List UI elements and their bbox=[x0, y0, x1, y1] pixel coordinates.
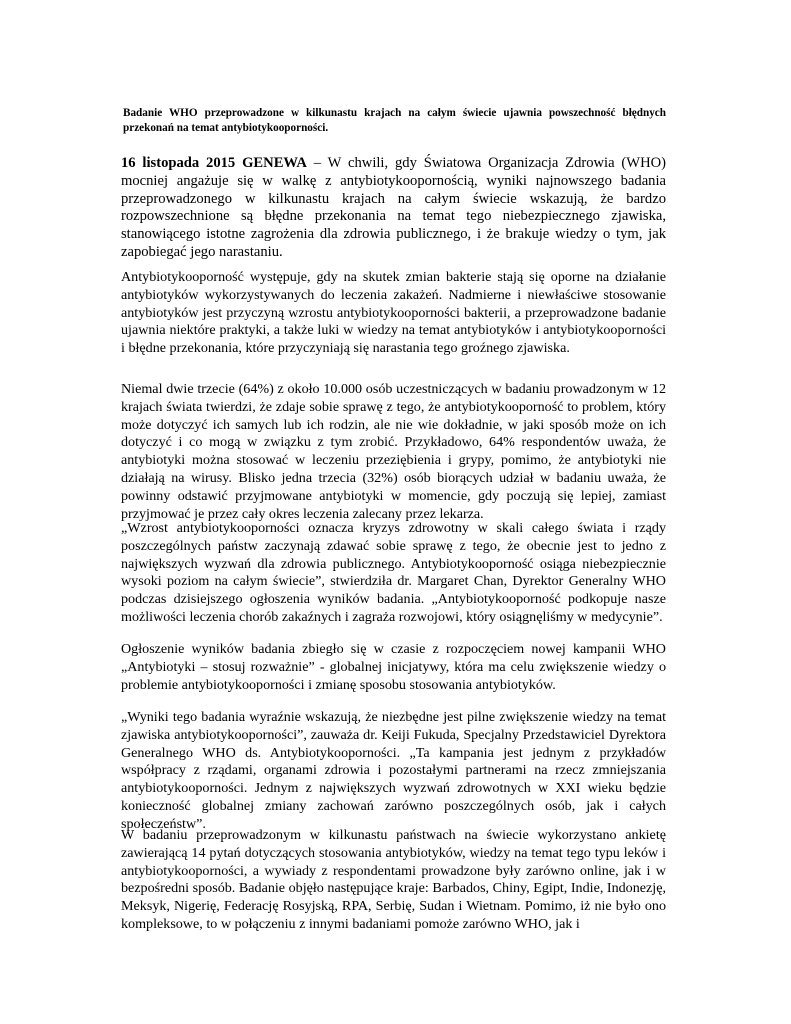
paragraph-fukuda-quote: „Wyniki tego badania wyraźnie wskazują, że niezbędne jest pilne zwiększenie wiedzy na temat zjawiska antybiotykooporności”, zauważa dr. Keiji Fukuda, Specjalny Przedstawiciel Dyrektora Generalnego WHO ds. Antybiotykooporności. „Ta kampania jest jednym z przykładów współpracy z rządami, organami zdrowia i pozostałymi partnerami na rzecz zmniejszania antybiotykooporności. Jednym z największych wyzwań zdrowotnych w XXI wieku będzie konieczność globalnej zmiany zachowań zarówno poszczególnych osób, jak i całych społeczeństw”. bbox=[121, 709, 666, 832]
dateline: 16 listopada 2015 GENEWA bbox=[121, 155, 307, 171]
paragraph-survey-results: Niemal dwie trzecie (64%) z około 10.000 osób uczestniczących w badaniu prowadzonym w 12 krajach świata twierdzi, że zdaje sobie sprawę z tego, że antybiotykooporność to problem, który może dotyczyć ich samych lub ich rodzin, ale nie wie dokładnie, w jaki sposób może on ich dotyczyć i co mogą w związku z tym zrobić. Przykładowo, 64% respondentów uważa, że antybiotyki można stosować w leczeniu przeziębienia i grypy, pomimo, że antybiotyki nie działają na wirusy. Blisko jedna trzecia (32%) osób biorących udział w badaniu uważa, że powinny odstawić przyjmowane antybiotyki w momencie, gdy poczują się lepiej, zamiast przyjmować je przez cały okres leczenia zalecany przez lekarza. bbox=[121, 381, 666, 522]
headline: Badanie WHO przeprowadzone w kilkunastu krajach na całym świecie ujawnia powszechność błędnych przekonań na temat antybiotykooporności. bbox=[123, 107, 666, 134]
lead-paragraph bbox=[121, 155, 666, 262]
paragraph-methodology: W badaniu przeprowadzonym w kilkunastu państwach na świecie wykorzystano ankietę zawierającą 14 pytań dotyczących stosowania antybiotyków, wiedzy na temat tego typu leków i antybiotykooporności, a wywiady z respondentami prowadzone były zarówno online, jak i w bezpośredni sposób. Badanie objęło następujące kraje: Barbados, Chiny, Egipt, Indie, Indonezję, Meksyk, Nigerię, Federację Rosyjską, RPA, Serbię, Sudan i Wietnam. Pomimo, iż nie było ono kompleksowe, to w połączeniu z innymi badaniami pomoże zarówno WHO, jak i bbox=[121, 827, 666, 932]
lead-text: – W chwili, gdy Światowa Organizacja Zdrowia (WHO) mocniej angażuje się w walkę z antybiotykoopornością, wyniki najnowszego badania przeprowadzonego w kilkunastu krajach na całym świecie wskazują, że bardzo rozpowszechnione są błędne przekonania na temat tego niebezpiecznego zjawiska, stanowiącego istotne zagrożenia dla zdrowia publicznego, i że brakuje wiedzy o tym, jak zapobiegać jego narastaniu. bbox=[121, 155, 667, 260]
paragraph-chan-quote: „Wzrost antybiotykooporności oznacza kryzys zdrowotny w skali całego świata i rządy poszczególnych państw zaczynają zdawać sobie sprawę z tego, że obecnie jest to jedno z największych wyzwań dla zdrowia publicznego. Antybiotykooporność osiąga niebezpiecznie wysoki poziom na całym świecie”, stwierdziła dr. Margaret Chan, Dyrektor Generalny WHO podczas dzisiejszego ogłoszenia wyników badania. „Antybiotykooporność podkopuje nasze możliwości leczenia chorób zakaźnych i zagraża rozwojowi, który osiągnęliśmy w medycynie”. bbox=[121, 520, 666, 625]
paragraph-definition: Antybiotykooporność występuje, gdy na skutek zmian bakterie stają się oporne na działanie antybiotyków wykorzystywanych do leczenia zakażeń. Nadmierne i niewłaściwe stosowanie antybiotyków jest przyczyną wzrostu antybiotykooporności bakterii, a przeprowadzone badanie ujawnia niektóre praktyki, a także luki w wiedzy na temat antybiotyków i antybiotykooporności i błędne przekonania, które przyczyniają się narastania tego groźnego zjawiska. bbox=[121, 269, 666, 357]
paragraph-campaign: Ogłoszenie wyników badania zbiegło się w czasie z rozpoczęciem nowej kampanii WHO „Antybiotyki – stosuj rozważnie” - globalnej inicjatywy, która ma celu zwiększenie wiedzy o problemie antybiotykooporności i zmianę sposobu stosowania antybiotyków. bbox=[121, 641, 666, 693]
